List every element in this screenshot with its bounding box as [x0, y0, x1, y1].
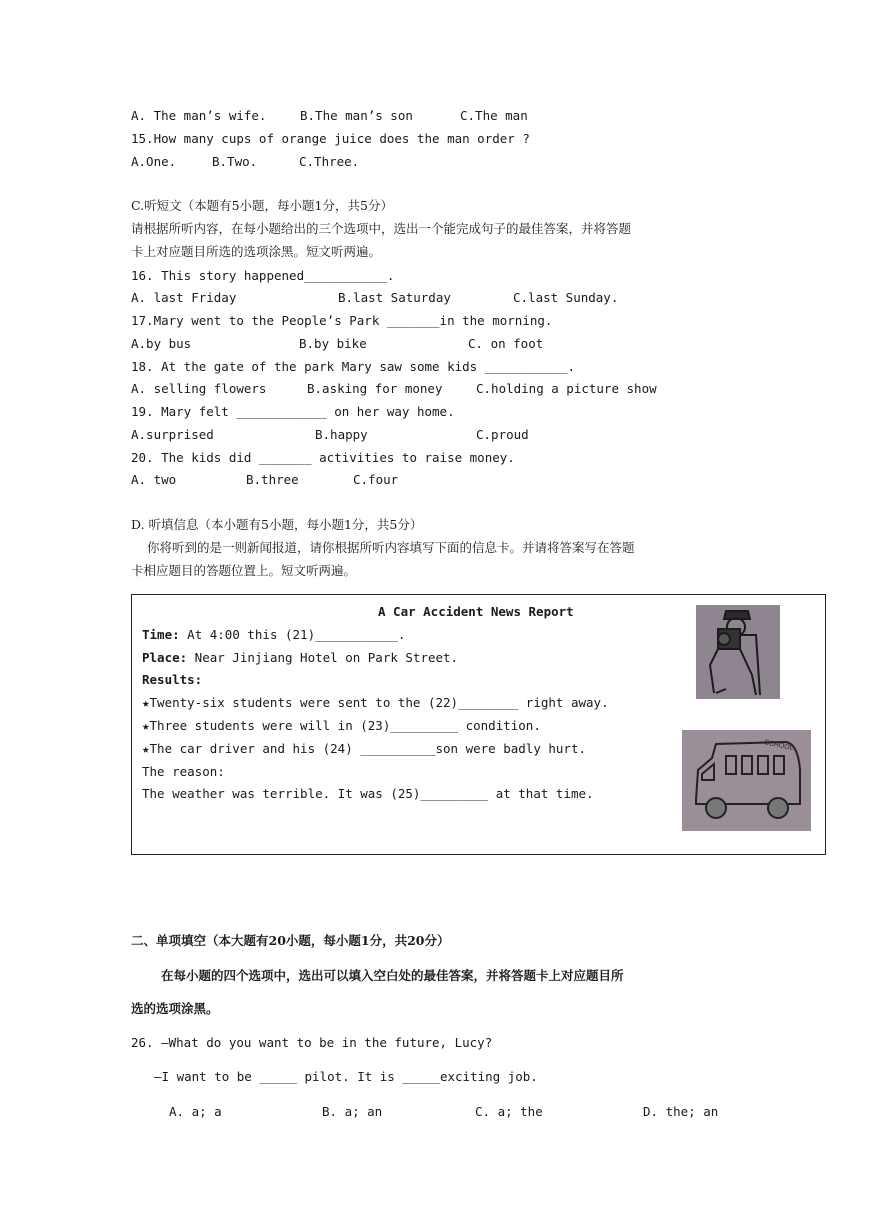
part2-title: 二、单项填空（本大题有20小题，每小题1分，共20分）	[131, 933, 450, 948]
q26-option-d: D. the; an	[643, 1104, 719, 1119]
reason-text: The weather was terrible. It was (25)_________ at that time.	[142, 786, 594, 801]
option-a: A. The man’s wife.	[131, 108, 267, 123]
option-b: B.The man’s son	[300, 108, 413, 123]
q19-option-c: C.proud	[476, 427, 529, 442]
result-3: ★The car driver and his (24) __________son were badly hurt.	[142, 741, 587, 756]
section-d-instructions-2: 卡相应题目的答题位置上。短文听两遍。	[131, 563, 357, 578]
question-17: 17.Mary went to the People’s Park _______in the morning.	[131, 313, 553, 328]
result-1: ★Twenty-six students were sent to the (22)________ right away.	[142, 695, 609, 710]
time-row	[142, 627, 405, 643]
part2-instructions-2: 选的选项涂黑。	[131, 1001, 219, 1016]
q15-option-b: B.Two.	[212, 154, 258, 169]
q26-option-a: A. a; a	[169, 1104, 222, 1119]
section-d-instructions-1: 你将听到的是一则新闻报道，请你根据所听内容填写下面的信息卡。并请将答案写在答题	[147, 540, 635, 555]
place-text: Near Jinjiang Hotel on Park Street.	[187, 650, 459, 665]
q26-option-b: B. a; an	[322, 1104, 383, 1119]
q17-option-b: B.by bike	[299, 336, 367, 351]
reason-label: The reason:	[142, 764, 225, 779]
info-card	[131, 594, 826, 855]
part2-instructions-1: 在每小题的四个选项中，选出可以填入空白处的最佳答案，并将答题卡上对应题目所	[161, 968, 624, 983]
info-card-title: A Car Accident News Report	[378, 604, 574, 619]
place-row	[142, 650, 458, 666]
question-18: 18. At the gate of the park Mary saw some kids ___________.	[131, 359, 576, 374]
q20-option-c: C.four	[353, 472, 399, 487]
q26-option-c: C. a; the	[475, 1104, 543, 1119]
q17-option-a: A.by bus	[131, 336, 192, 351]
school-bus-image	[682, 730, 811, 831]
section-c-title: C.听短文（本题有5小题，每小题1分，共5分）	[131, 198, 393, 213]
q16-option-b: B.last Saturday	[338, 290, 451, 305]
q19-option-b: B.happy	[315, 427, 368, 442]
q15-option-a: A.One.	[131, 154, 177, 169]
question-19: 19. Mary felt ____________ on her way home.	[131, 404, 455, 419]
result-2: ★Three students were will in (23)_________ condition.	[142, 718, 541, 733]
q17-option-c: C. on foot	[468, 336, 544, 351]
q16-option-a: A. last Friday	[131, 290, 237, 305]
q20-option-b: B.three	[246, 472, 299, 487]
q18-option-b: B.asking for money	[307, 381, 443, 396]
question-20: 20. The kids did _______ activities to raise money.	[131, 450, 515, 465]
section-c-instructions-2: 卡上对应题目所选的选项涂黑。短文听两遍。	[131, 244, 382, 259]
place-label: Place:	[142, 650, 188, 665]
section-c-instructions-1: 请根据所听内容，在每小题给出的三个选项中，选出一个能完成句子的最佳答案，并将答题	[131, 221, 632, 236]
question-26: 26. —What do you want to be in the future, Lucy?	[131, 1035, 493, 1050]
q18-option-c: C.holding a picture show	[476, 381, 657, 396]
q19-option-a: A.surprised	[131, 427, 214, 442]
time-label: Time:	[142, 627, 180, 642]
question-16: 16. This story happened___________.	[131, 268, 395, 283]
q15-option-c: C.Three.	[299, 154, 360, 169]
reporter-image	[696, 605, 780, 699]
option-c: C.The man	[460, 108, 528, 123]
q20-option-a: A. two	[131, 472, 177, 487]
bus-text: SCHOOL	[763, 739, 794, 753]
section-d-title: D. 听填信息（本小题有5小题，每小题1分，共5分）	[131, 517, 423, 532]
question-26-answer-line: —I want to be _____ pilot. It is _____exciting job.	[154, 1069, 538, 1084]
q16-option-c: C.last Sunday.	[513, 290, 619, 305]
time-text: At 4:00 this (21)___________.	[179, 627, 406, 642]
q18-option-a: A. selling flowers	[131, 381, 267, 396]
question-15: 15.How many cups of orange juice does the man order ?	[131, 131, 530, 146]
results-label: Results:	[142, 672, 203, 687]
